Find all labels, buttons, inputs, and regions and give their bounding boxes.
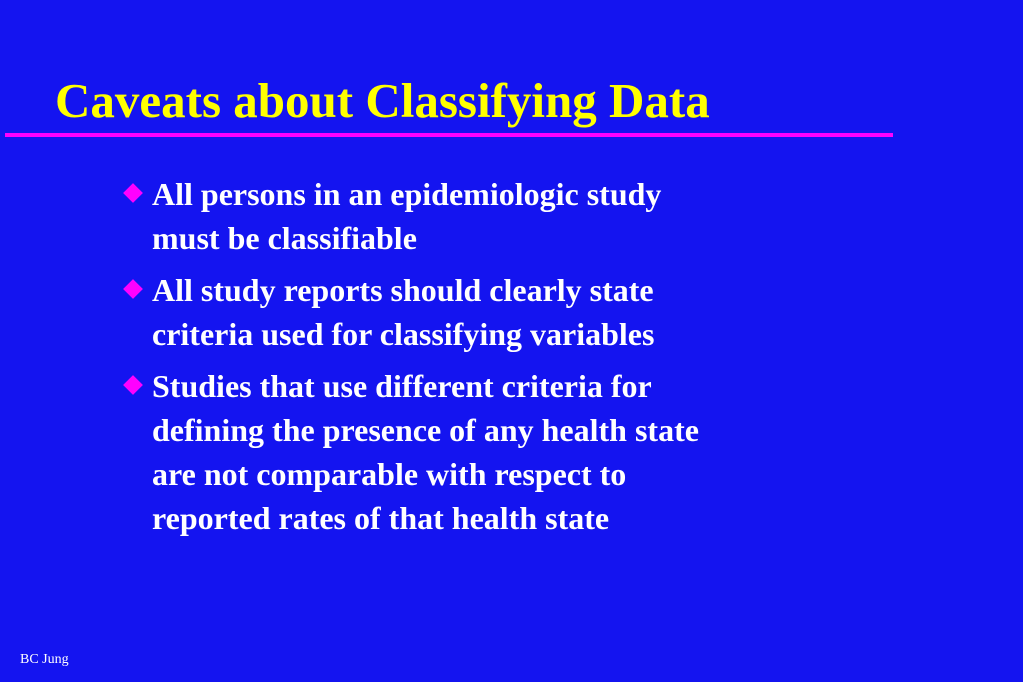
diamond-bullet-icon xyxy=(123,279,143,299)
diamond-bullet-icon xyxy=(123,375,143,395)
bullet-text: All persons in an epidemiologic study must be classifiable xyxy=(152,176,662,256)
bullet-list xyxy=(122,172,882,548)
bullet-text: All study reports should clearly state criteria used for classifying variables xyxy=(152,272,655,352)
bullet-item xyxy=(122,172,882,260)
diamond-bullet-icon xyxy=(123,183,143,203)
bullet-item xyxy=(122,364,882,540)
bullet-text: Studies that use different criteria for defining the presence of any health state are not comparable with respect to reported rates of that health state xyxy=(152,368,699,536)
title-underline xyxy=(5,133,893,137)
slide-title: Caveats about Classifying Data xyxy=(55,73,710,128)
bullet-item xyxy=(122,268,882,356)
footer-author: BC Jung xyxy=(20,652,69,667)
